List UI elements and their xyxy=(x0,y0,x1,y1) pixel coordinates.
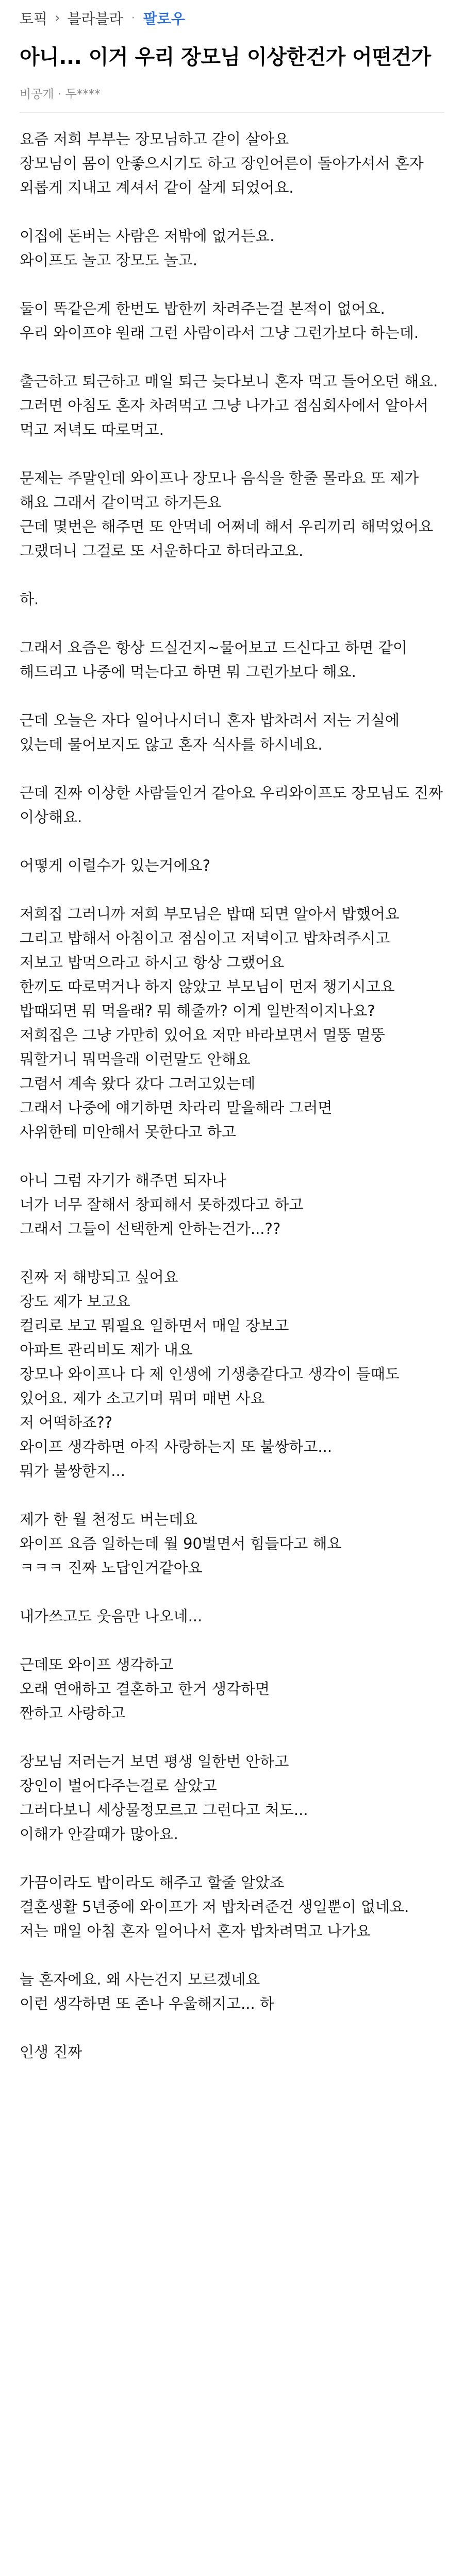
body-line: 늘 혼자에요. 왜 사는건지 모르겠네요 xyxy=(20,1971,260,1988)
body-line: 저는 매일 아침 혼자 일어나서 혼자 밥차려먹고 나가요 xyxy=(20,1922,371,1940)
body-line: 너가 너무 잘해서 창피해서 못하겠다고 하고 xyxy=(20,1196,304,1213)
body-line: 하. xyxy=(20,590,39,608)
body-line: 인생 진짜 xyxy=(20,2043,82,2061)
body-line: 와이프 요즘 일하는데 월 90벌면서 힘들다고 해요 xyxy=(20,1535,342,1552)
body-line: 뭐가 불쌍한지... xyxy=(20,1462,125,1480)
blank-line xyxy=(20,1725,444,1750)
topic-link[interactable]: 토픽 xyxy=(20,10,48,27)
chevron-right-icon: › xyxy=(55,10,60,26)
header-divider xyxy=(20,112,444,113)
body-line: 저희집은 그냥 가만히 있어요 저만 바라보면서 멀뚱 멀뚱 xyxy=(20,1026,385,1044)
body-line: 밥때되면 뭐 먹을래? 뭐 해줄까? 이게 일반적이지나요? xyxy=(20,1002,375,1020)
body-line: 그래서 그들이 선택한게 안하는건가...?? xyxy=(20,1220,281,1238)
body-line: 장모님이 몸이 안좋으시기도 하고 장인어른이 돌아가셔서 혼자 외롭게 지내고 계셔서 같이 살게 되었어요. xyxy=(20,155,428,196)
body-line: 가끔이라도 밥이라도 해주고 할줄 알았죠 xyxy=(20,1874,285,1891)
body-line: 그리고 밥해서 아침이고 점심이고 저녁이고 밥차려주시고 xyxy=(20,929,390,947)
body-line: 한끼도 따로먹거나 하지 않았고 부모님이 먼저 챙기시고요 xyxy=(20,978,395,995)
blank-line xyxy=(20,442,444,466)
post-author: 비공개 · 두**** xyxy=(20,88,101,101)
top-navigation xyxy=(0,0,464,36)
body-line: 결혼생활 5년중에 와이프가 저 밥차려준건 생일뿐이 없네요. xyxy=(20,1898,409,1916)
blank-line xyxy=(20,1943,444,1968)
body-line: 그렴서 계속 왔다 갔다 그러고있는데 xyxy=(20,1075,256,1092)
blank-line xyxy=(20,612,444,636)
body-line: 와이프 생각하면 아직 사랑하는지 또 불쌍하고... xyxy=(20,1438,333,1455)
body-line: 근데 몇번은 해주면 또 안먹네 어쩌네 해서 우리끼리 해먹었어요 그랬더니 그걸로 또 서운하다고 하더라고요. xyxy=(20,518,438,560)
body-line: 이런 생각하면 또 존나 우울해지고... 하 xyxy=(20,1995,274,2012)
body-line: 아니 그럼 자기가 해주면 되자나 xyxy=(20,1172,227,1189)
body-line: 이해가 안갈때가 많아요. xyxy=(20,1825,178,1843)
blank-line xyxy=(20,1144,444,1168)
body-line: 장인이 벌어다주는걸로 살았고 xyxy=(20,1777,217,1794)
blank-line xyxy=(20,563,444,587)
blank-line xyxy=(20,829,444,854)
body-line: ㅋㅋㅋ 진짜 노답인거같아요 xyxy=(20,1559,203,1577)
body-line: 장모님 저러는거 보면 평생 일한번 안하고 xyxy=(20,1753,289,1770)
body-line: 둘이 똑같은게 한번도 밥한끼 차려주는걸 본적이 없어요. xyxy=(20,300,385,317)
blank-line xyxy=(20,273,444,297)
blank-line xyxy=(20,757,444,781)
body-line: 와이프도 놀고 장모도 놀고. xyxy=(20,251,198,269)
blank-line xyxy=(20,878,444,902)
body-line: 장도 제가 보고요 xyxy=(20,1293,130,1310)
body-line: 장모나 와이프나 다 제 인생에 기생충같다고 생각이 들때도 있어요. 제가 소고기며 뭐며 매번 사요 xyxy=(20,1365,405,1407)
blank-line xyxy=(20,1241,444,1265)
body-line: 출근하고 퇴근하고 매일 퇴근 늦다보니 혼자 먹고 들어오던 해요. 그러면 아침도 혼자 차려먹고 그냥 나가고 점심회사에서 알아서 먹고 저녁도 따로먹고. xyxy=(20,372,443,438)
blank-line xyxy=(20,1483,444,1507)
body-line: 요즘 저희 부부는 장모님하고 같이 살아요 xyxy=(20,130,289,148)
follow-button[interactable]: 팔로우 xyxy=(143,10,185,27)
body-line: 내가쓰고도 웃음만 나오네... xyxy=(20,1607,203,1625)
body-line: 저 어떡하죠?? xyxy=(20,1414,113,1431)
body-line: 우리 와이프야 원래 그런 사람이라서 그냥 그런가보다 하는데. xyxy=(20,324,419,342)
post-title: 아니... 이거 우리 장모님 이상한건가 어떤건가 xyxy=(20,45,431,69)
blank-line xyxy=(20,200,444,224)
body-line: 컬리로 보고 뭐필요 일하면서 매일 장보고 xyxy=(20,1317,289,1334)
body-line: 근데 오늘은 자다 일어나시더니 혼자 밥차려서 저는 거실에 있는데 물어보지도 않고 혼자 식사를 하시네요. xyxy=(20,711,405,753)
channel-link[interactable]: 블라블라 xyxy=(67,10,123,27)
blank-line xyxy=(20,1580,444,1604)
blank-line xyxy=(20,1846,444,1871)
body-line: 근데또 와이프 생각하고 xyxy=(20,1656,174,1673)
body-line: 그래서 요즘은 항상 드실건지~물어보고 드신다고 하면 같이 해드리고 나중에 먹는다고 하면 뭐 그런가보다 해요. xyxy=(20,639,412,681)
body-line: 이집에 돈버는 사람은 저밖에 없거든요. xyxy=(20,227,275,245)
body-line: 어떻게 이럴수가 있는거에요? xyxy=(20,857,210,874)
blank-line xyxy=(20,345,444,369)
body-line: 아파트 관리비도 제가 내요 xyxy=(20,1341,193,1359)
body-line: 저희집 그러니까 저희 부모님은 밥때 되면 알아서 밥했어요 xyxy=(20,905,400,923)
body-line: 그러다보니 세상물정모르고 그런다고 처도... xyxy=(20,1801,308,1819)
blank-line xyxy=(20,684,444,708)
separator-dot: · xyxy=(131,11,135,25)
body-line: 저보고 밥먹으라고 하시고 항상 그랬어요 xyxy=(20,954,285,971)
body-line: 진짜 저 해방되고 싶어요 xyxy=(20,1268,178,1286)
body-line: 제가 한 월 천정도 버는데요 xyxy=(20,1511,198,1528)
body-line: 사위한테 미안해서 못한다고 하고 xyxy=(20,1123,236,1141)
body-line: 그래서 나중에 얘기하면 차라리 말을해라 그러면 xyxy=(20,1099,333,1116)
body-line: 근데 진짜 이상한 사람들인거 같아요 우리와이프도 장모님도 진짜 이상해요. xyxy=(20,784,448,826)
body-line: 문제는 주말인데 와이프나 장모나 음식을 할줄 몰라요 또 제가 해요 그래서 같이먹고 하거든요 xyxy=(20,469,424,511)
body-line: 짠하고 사랑하고 xyxy=(20,1704,126,1722)
blank-line xyxy=(20,2016,444,2040)
body-line: 뭐할거니 뭐먹을래 이런말도 안해요 xyxy=(20,1050,251,1068)
body-line: 오래 연애하고 결혼하고 한거 생각하면 xyxy=(20,1680,270,1698)
post-body xyxy=(20,127,448,2064)
blank-line xyxy=(20,1629,444,1653)
